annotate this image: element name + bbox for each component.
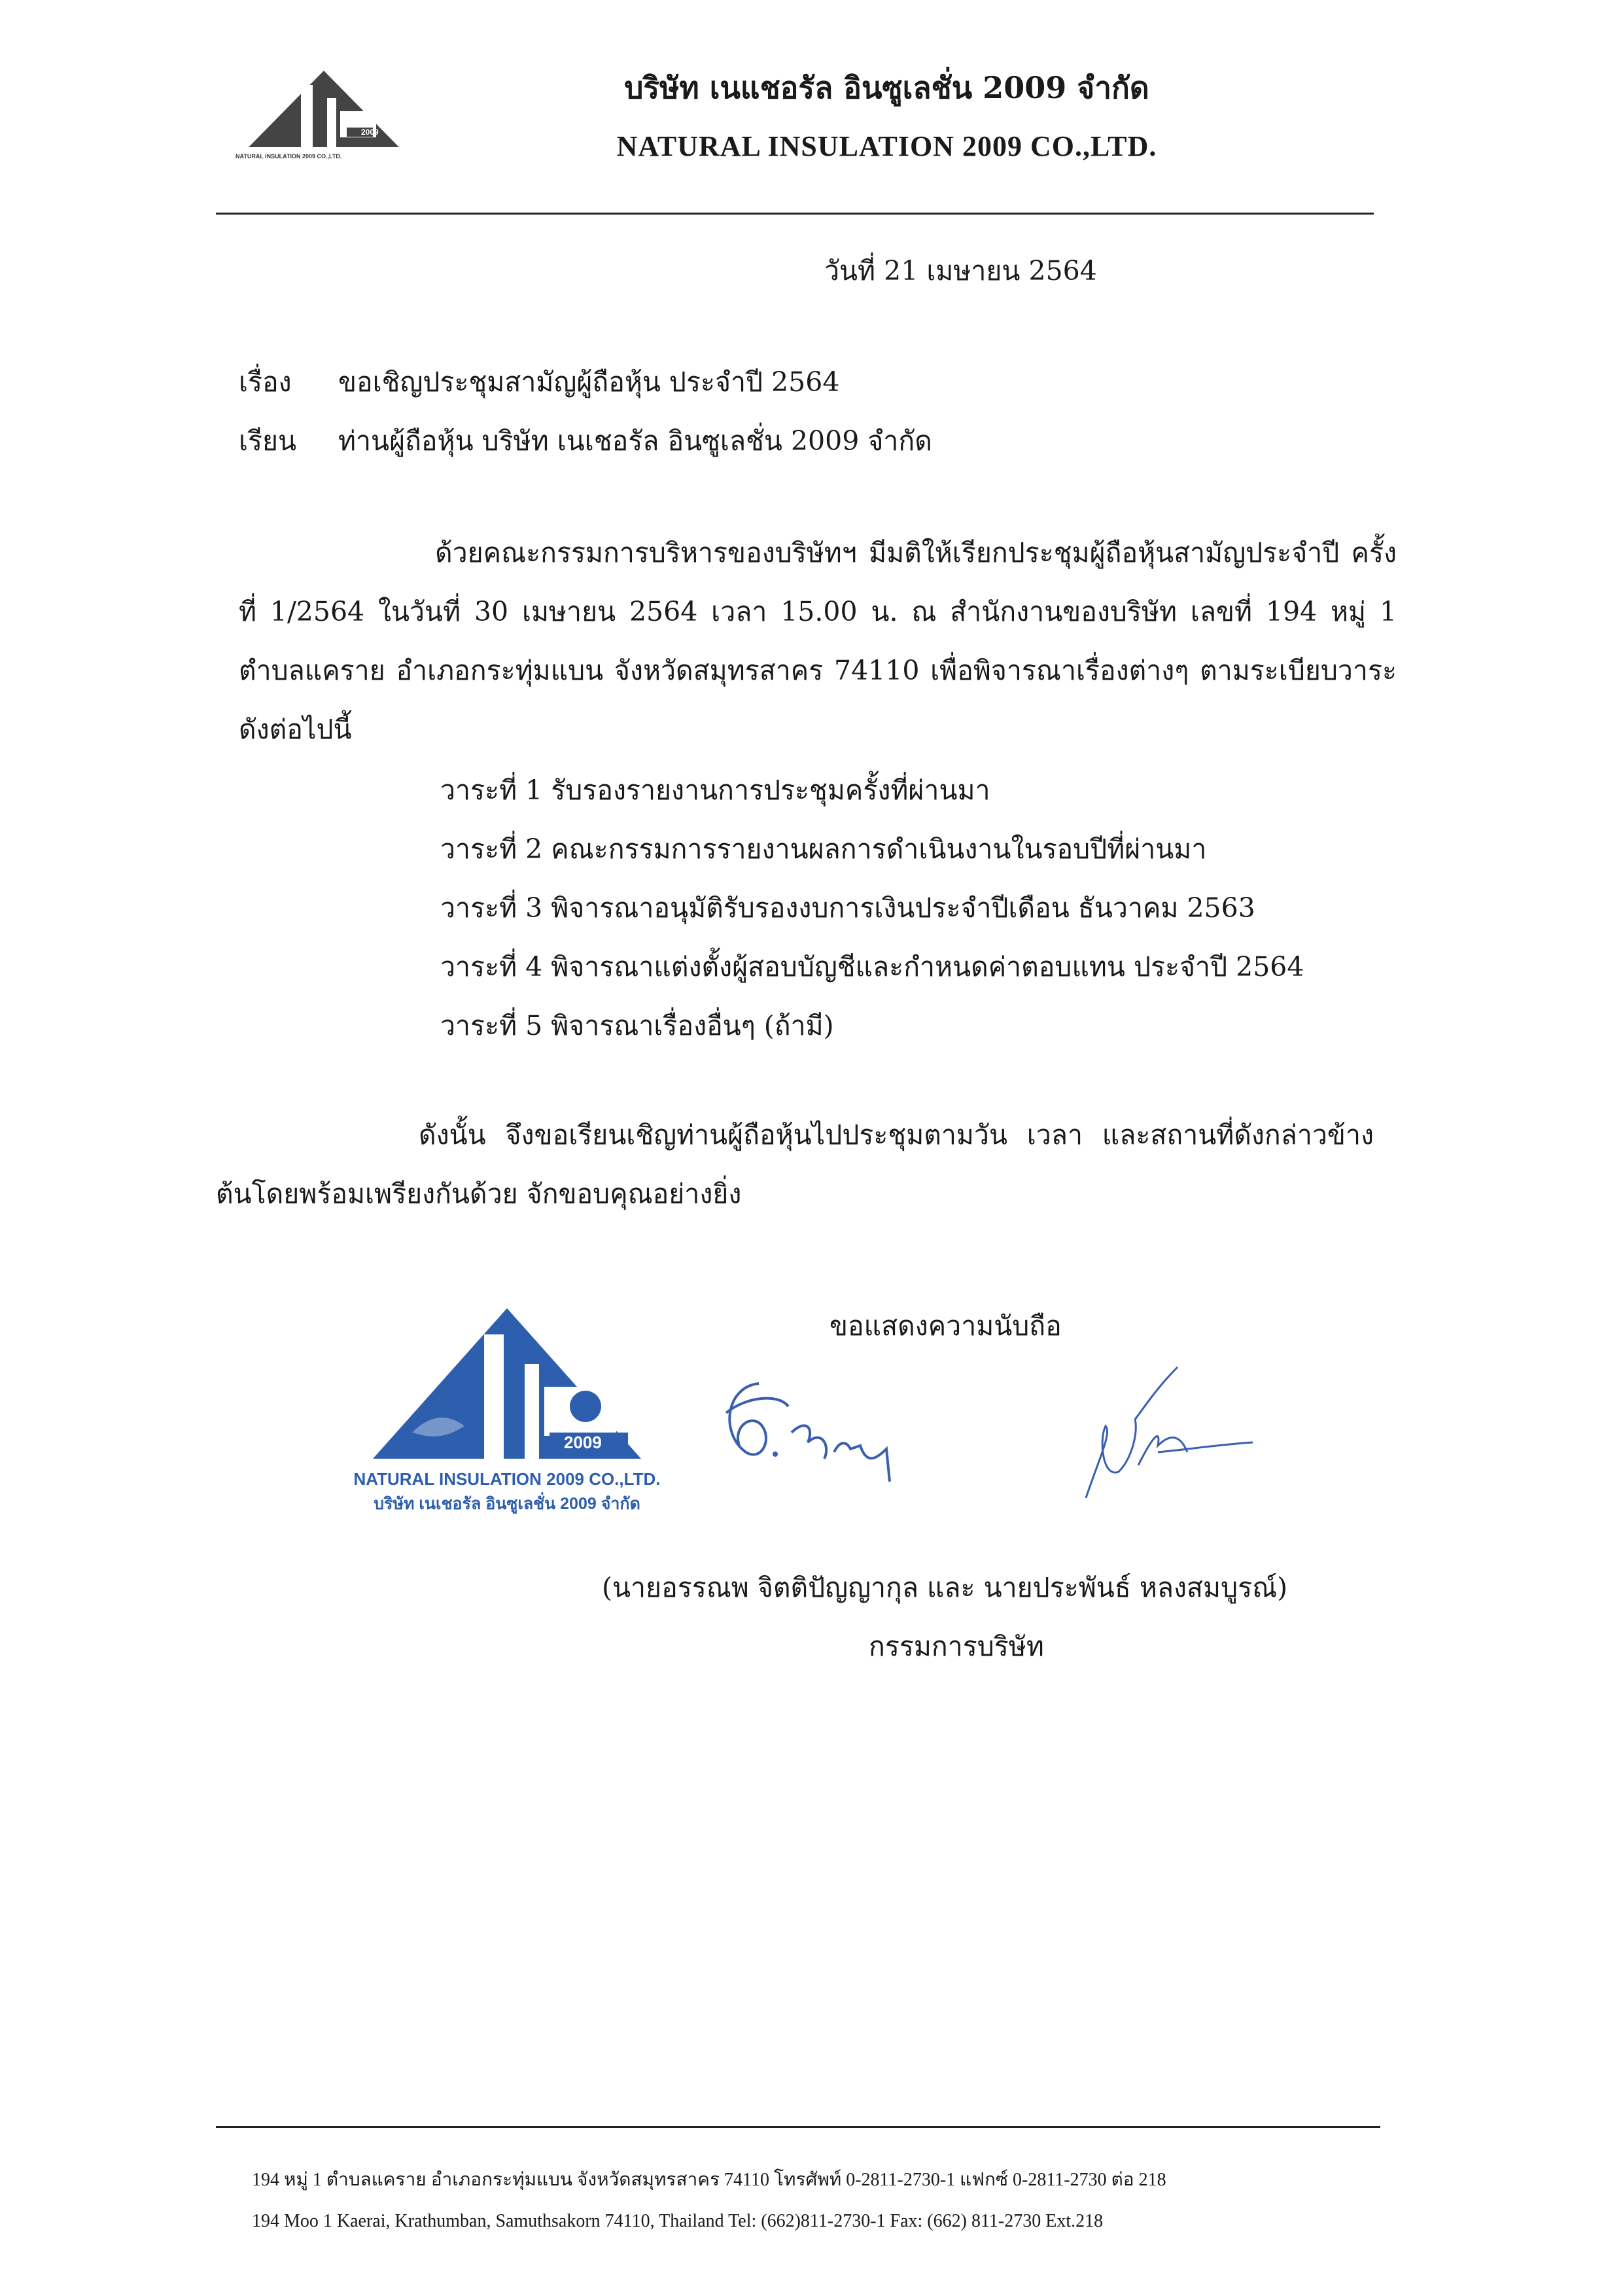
stamp-caption-en: NATURAL INSULATION 2009 CO.,LTD. (353, 1469, 661, 1489)
closing-paragraph-text: ดังนั้น จึงขอเรียนเชิญท่านผู้ถือหุ้นไปประชุมตามวัน เวลา และสถานที่ดังกล่าวข้างต้นโดยพร้อมเพรียงกันด้วย จักขอบคุณอย่างยิ่ง (216, 1119, 1374, 1209)
logo-year: 2009 (361, 128, 379, 137)
subject-label: เรื่อง (239, 366, 292, 398)
recipient-label: เรียน (239, 425, 297, 457)
closing-paragraph (216, 1105, 1374, 1223)
agenda-item: วาระที่ 5 พิจารณาเรื่องอื่นๆ (ถ้ามี) (440, 1010, 834, 1041)
subject-row (239, 361, 839, 404)
subject-text: ขอเชิญประชุมสามัญผู้ถือหุ้น ประจำปี 2564 (338, 366, 840, 398)
company-stamp (353, 1302, 661, 1524)
agenda-item: วาระที่ 3 พิจารณาอนุมัติรับรองงบการเงินประจำปีเดือน ธันวาคม 2563 (440, 892, 1255, 924)
agenda-item: วาระที่ 2 คณะกรรมการรายงานผลการดำเนินงานในรอบปีที่ผ่านมา (440, 833, 1207, 865)
stamp-logo-mark (353, 1302, 661, 1465)
invitation-paragraph (239, 523, 1397, 759)
company-name-english: NATURAL INSULATION 2009 CO.,LTD. (616, 130, 1157, 162)
signatory-title: กรรมการบริษัท (869, 1631, 1044, 1662)
invitation-paragraph-text: ด้วยคณะกรรมการบริหารของบริษัทฯ มีมติให้เรียกประชุมผู้ถือหุ้นสามัญประจำปี ครั้งที่ 1/2564 ในวันที่ 30 เมษายน 2564 เวลา 15.00 น. ณ สำนักงานของบริษัท เลขที่ 194 หมู่ 1 ตำบลแคราย อำเภอกระทุ่มแบน จังหวัดสมุทรสาคร 74110 เพื่อพิจารณาเรื่องต่างๆ ตามระเบียบวาระดังต่อไปนี้ (239, 537, 1397, 745)
recipient-row (239, 420, 932, 462)
footer-divider (216, 2126, 1380, 2128)
signature-2 (1073, 1361, 1269, 1524)
footer-address-thai: 194 หมู่ 1 ตำบลแคราย อำเภอกระทุ่มแบน จังหวัดสมุทรสาคร 74110 โทรศัพท์ 0-2811-2730-1 แฟกซ์ 0-2811-2730 ต่อ 218 (252, 2170, 1166, 2190)
agenda-item: วาระที่ 4 พิจารณาแต่งตั้งผู้สอบบัญชีและกำหนดค่าตอบแทน ประจำปี 2564 (440, 951, 1304, 983)
stamp-caption-th: บริษัท เนเชอรัล อินซูเลชั่น 2009 จำกัด (374, 1495, 640, 1513)
recipient-text: ท่านผู้ถือหุ้น บริษัท เนเชอรัล อินซูเลชั่น 2009 จำกัด (338, 425, 932, 457)
signatory-names: (นายอรรณพ จิตติปัญญากุล และ นายประพันธ์ หลงสมบูรณ์) (602, 1572, 1288, 1603)
closing-salutation: ขอแสดงความนับถือ (829, 1310, 1062, 1342)
stamp-year: 2009 (564, 1433, 602, 1452)
signature-1 (700, 1361, 909, 1491)
logo-caption-en: NATURAL INSULATION 2009 CO.,LTD. (236, 153, 342, 160)
company-name-thai: บริษัท เนแชอรัล อินซูเลชั่น 2009 จำกัด (624, 70, 1149, 105)
footer-address-english: 194 Moo 1 Kaerai, Krathumban, Samuthsakorn 74110, Thailand Tel: (662)811-2730-1 Fax: (662) 811-2730 Ext.218 (252, 2211, 1104, 2231)
agenda-item: วาระที่ 1 รับรองรายงานการประชุมครั้งที่ผ่านมา (440, 774, 990, 806)
letter-date: วันที่ 21 เมษายน 2564 (824, 255, 1097, 287)
agenda-list (440, 761, 1304, 1055)
header-divider (216, 213, 1374, 215)
